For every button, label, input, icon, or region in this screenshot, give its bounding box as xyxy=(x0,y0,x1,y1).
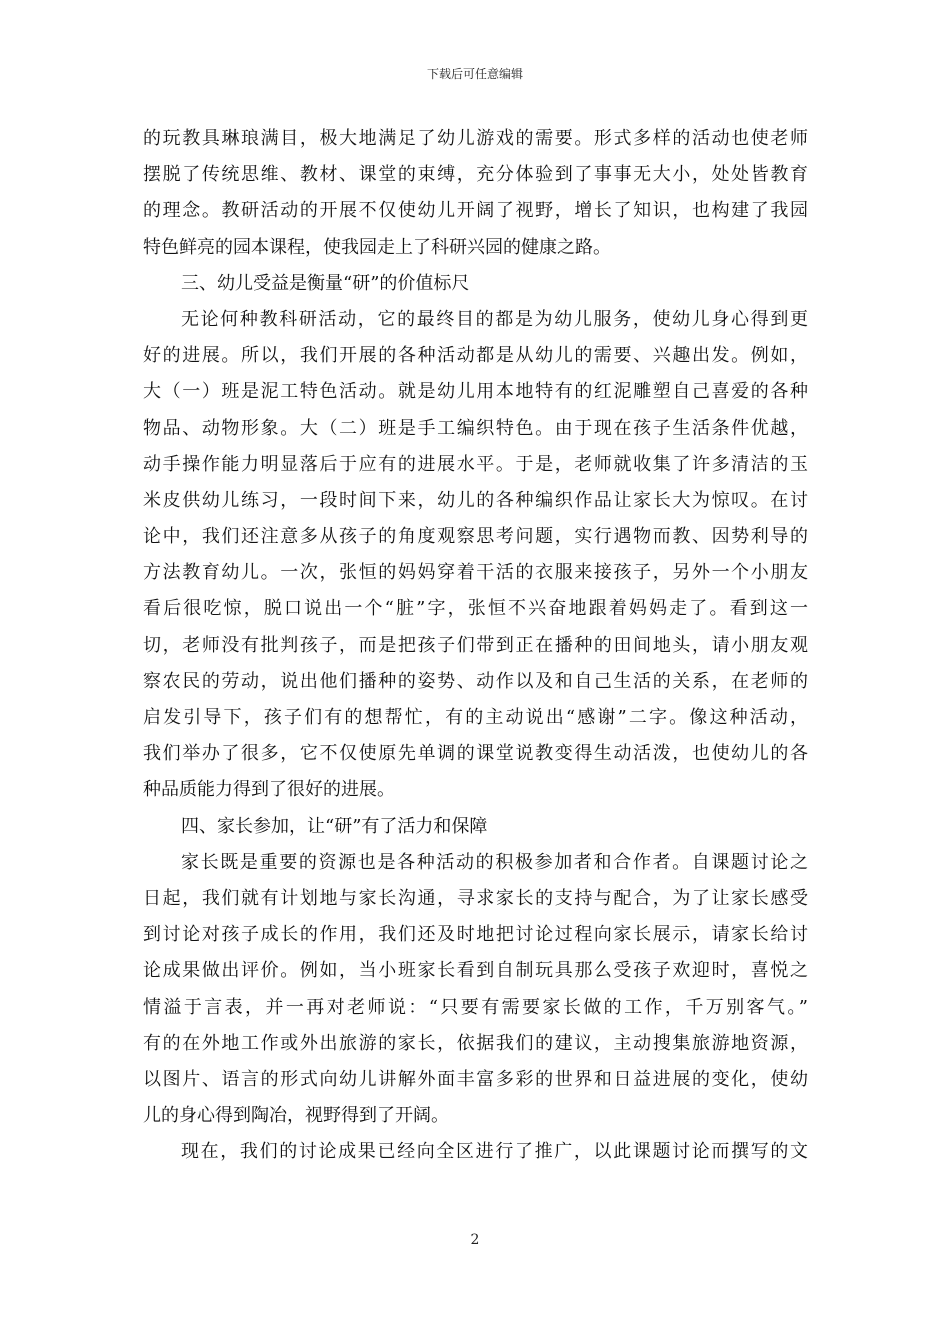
paragraph-line: 种品质能力得到了很好的进展。 xyxy=(143,779,395,801)
paragraph-line: 启发引导下，孩子们有的想帮忙，有的主动说出“感谢”二字。像这种活动， xyxy=(143,707,808,728)
document-body xyxy=(143,121,808,1170)
paragraph-line: 日起，我们就有计划地与家长沟通，寻求家长的支持与配合，为了让家长感受 xyxy=(143,887,808,909)
section-heading: 三、幼儿受益是衡量“研”的价值标尺 xyxy=(181,272,470,294)
paragraph-line: 我们举办了很多，它不仅使原先单调的课堂说教变得生动活泼，也使幼儿的各 xyxy=(143,743,808,765)
paragraph-line: 大（一）班是泥工特色活动。就是幼儿用本地特有的红泥雕塑自己喜爱的各种 xyxy=(143,381,808,403)
paragraph-line: 摆脱了传统思维、教材、课堂的束缚，充分体验到了事事无大小，处处皆教育 xyxy=(143,164,808,186)
paragraph-line: 儿的身心得到陶冶，视野得到了开阔。 xyxy=(143,1105,449,1127)
paragraph-line: 特色鲜亮的园本课程，使我园走上了科研兴园的健康之路。 xyxy=(143,236,611,258)
paragraph-line: 的玩教具琳琅满目，极大地满足了幼儿游戏的需要。形式多样的活动也使老师 xyxy=(143,128,808,149)
paragraph-line: 情溢于言表，并一再对老师说：“只要有需要家长做的工作，千万别客气。” xyxy=(143,996,808,1018)
page-header: 下载后可任意编辑 xyxy=(426,67,523,81)
paragraph-line: 无论何种教科研活动，它的最终目的都是为幼儿服务，使幼儿身心得到更 xyxy=(181,308,808,330)
paragraph-line: 现在，我们的讨论成果已经向全区进行了推广，以此课题讨论而撰写的文 xyxy=(181,1141,808,1163)
paragraph-line: 切，老师没有批判孩子，而是把孩子们带到正在播种的田间地头，请小朋友观 xyxy=(143,634,808,656)
paragraph-line: 米皮供幼儿练习，一段时间下来，幼儿的各种编织作品让家长大为惊叹。在讨 xyxy=(143,489,808,511)
paragraph-line: 方法教育幼儿。一次，张恒的妈妈穿着干活的衣服来接孩子，另外一个小朋友 xyxy=(143,562,808,584)
paragraph-line: 论中，我们还注意多从孩子的角度观察思考问题，实行遇物而教、因势利导的 xyxy=(143,526,808,548)
page-number: 2 xyxy=(470,1232,480,1248)
paragraph-line: 看后很吃惊，脱口说出一个“脏”字，张恒不兴奋地跟着妈妈走了。看到这一 xyxy=(143,598,808,620)
paragraph-line: 以图片、语言的形式向幼儿讲解外面丰富多彩的世界和日益进展的变化，使幼 xyxy=(143,1068,808,1090)
paragraph-line: 物品、动物形象。大（二）班是手工编织特色。由于现在孩子生活条件优越， xyxy=(143,417,808,439)
section-heading: 四、家长参加，让“研”有了活力和保障 xyxy=(181,815,488,837)
paragraph-line: 的理念。教研活动的开展不仅使幼儿开阔了视野，增长了知识，也构建了我园 xyxy=(143,200,808,222)
paragraph-line: 到讨论对孩子成长的作用，我们还及时地把讨论过程向家长展示，请家长给讨 xyxy=(143,924,808,946)
paragraph-line: 好的进展。所以，我们开展的各种活动都是从幼儿的需要、兴趣出发。例如， xyxy=(143,345,808,367)
paragraph-line: 有的在外地工作或外出旅游的家长，依据我们的建议，主动搜集旅游地资源， xyxy=(143,1032,808,1054)
paragraph-line: 家长既是重要的资源也是各种活动的积极参加者和合作者。自课题讨论之 xyxy=(181,851,808,873)
paragraph-line: 察农民的劳动，说出他们播种的姿势、动作以及和自己生活的关系，在老师的 xyxy=(143,670,808,692)
paragraph-line: 动手操作能力明显落后于应有的进展水平。于是，老师就收集了许多清洁的玉 xyxy=(143,453,808,475)
paragraph-line: 论成果做出评价。例如，当小班家长看到自制玩具那么受孩子欢迎时，喜悦之 xyxy=(143,960,808,982)
